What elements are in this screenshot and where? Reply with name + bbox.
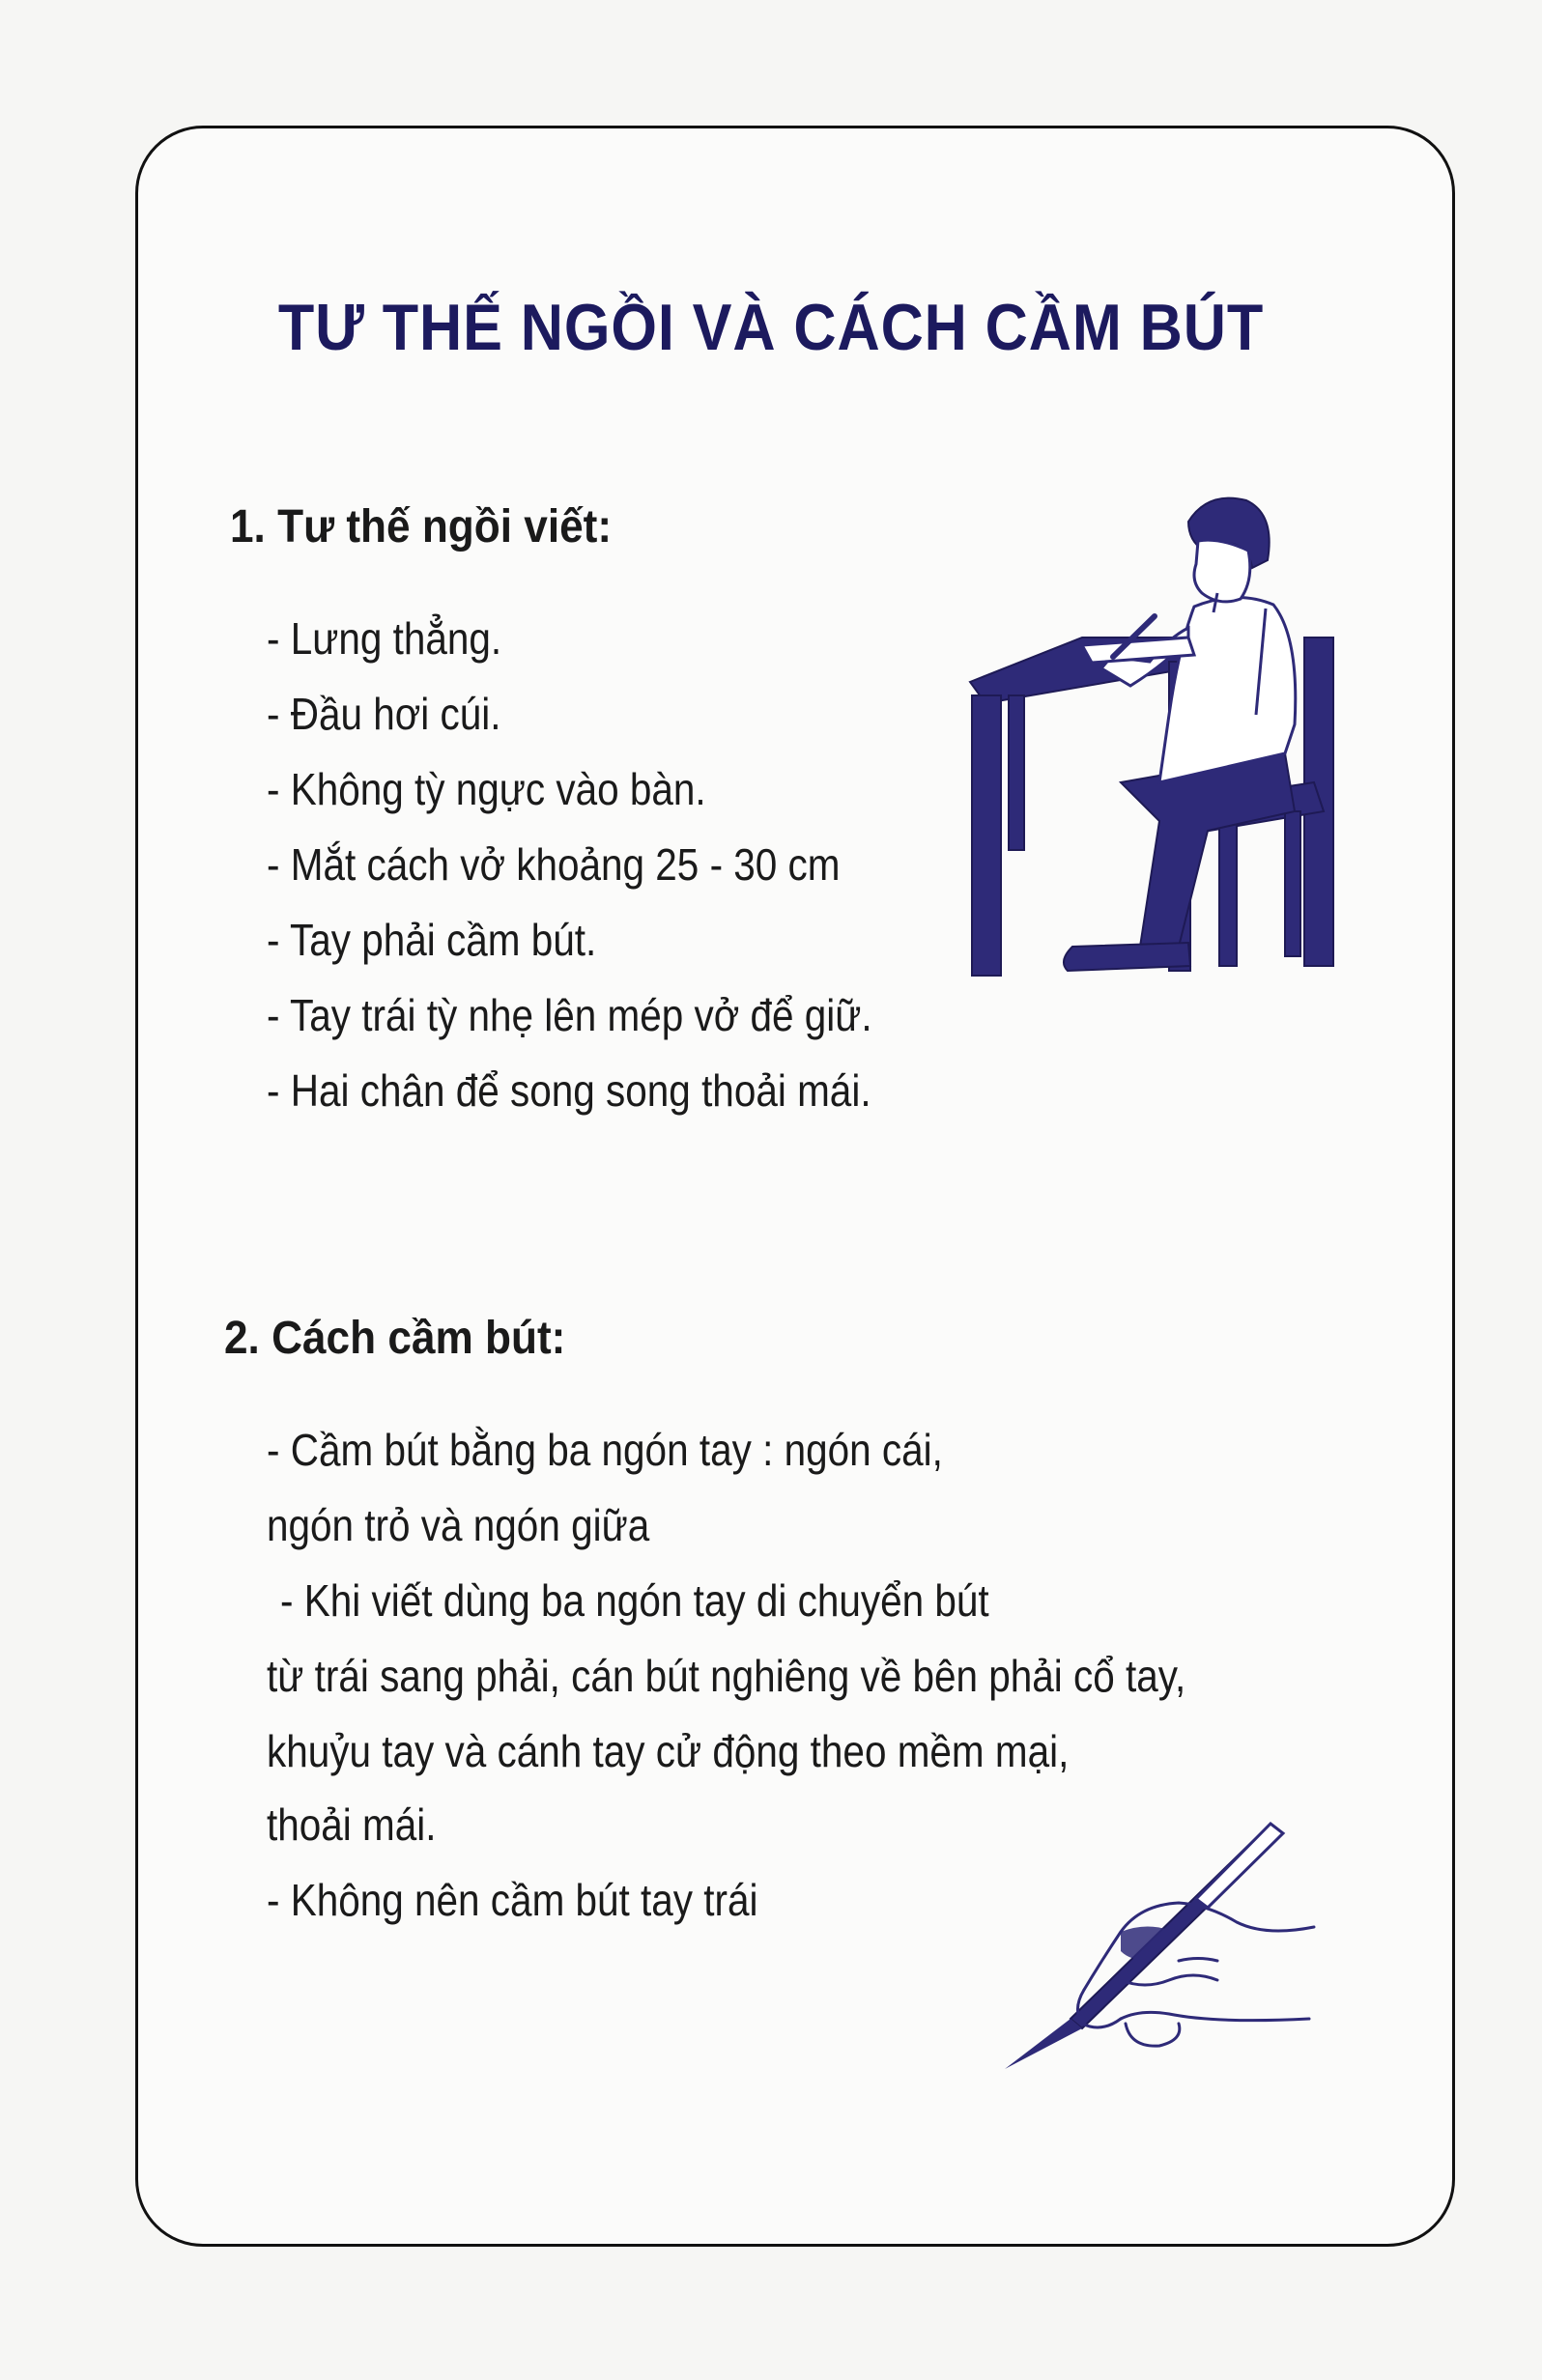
section-1-item: - Lưng thẳng. <box>267 613 502 664</box>
section-2-line: ngón trỏ và ngón giữa <box>267 1500 650 1550</box>
student-writing-illustration <box>966 493 1362 985</box>
section-2-line: - Không nên cầm bút tay trái <box>267 1875 758 1925</box>
section-1-heading: 1. Tư thế ngồi viết: <box>230 501 613 552</box>
section-2-line: - Cầm bút bằng ba ngón tay : ngón cái, <box>267 1425 943 1475</box>
section-2-line: - Khi viết dùng ba ngón tay di chuyển bút <box>280 1575 989 1626</box>
section-1-item: - Tay trái tỳ nhẹ lên mép vở để giữ. <box>267 990 872 1040</box>
section-2-line: thoải mái. <box>267 1799 437 1850</box>
section-2-heading: 2. Cách cầm bút: <box>224 1313 566 1364</box>
section-2-line: khuỷu tay và cánh tay cử động theo mềm mại, <box>267 1726 1070 1776</box>
section-1-item: - Tay phải cầm bút. <box>267 915 597 965</box>
section-1-item: - Đầu hơi cúi. <box>267 689 501 739</box>
section-1-item: - Hai chân để song song thoải mái. <box>267 1065 871 1116</box>
section-1-item: - Không tỳ ngực vào bàn. <box>267 764 706 814</box>
section-2-line: từ trái sang phải, cán bút nghiêng về bên phải cổ tay, <box>267 1651 1186 1701</box>
section-1-item: - Mắt cách vở khoảng 25 - 30 cm <box>267 839 841 890</box>
hand-holding-pen-illustration <box>976 1816 1324 2077</box>
page-title: TƯ THẾ NGỒI VÀ CÁCH CẦM BÚT <box>277 291 1265 364</box>
